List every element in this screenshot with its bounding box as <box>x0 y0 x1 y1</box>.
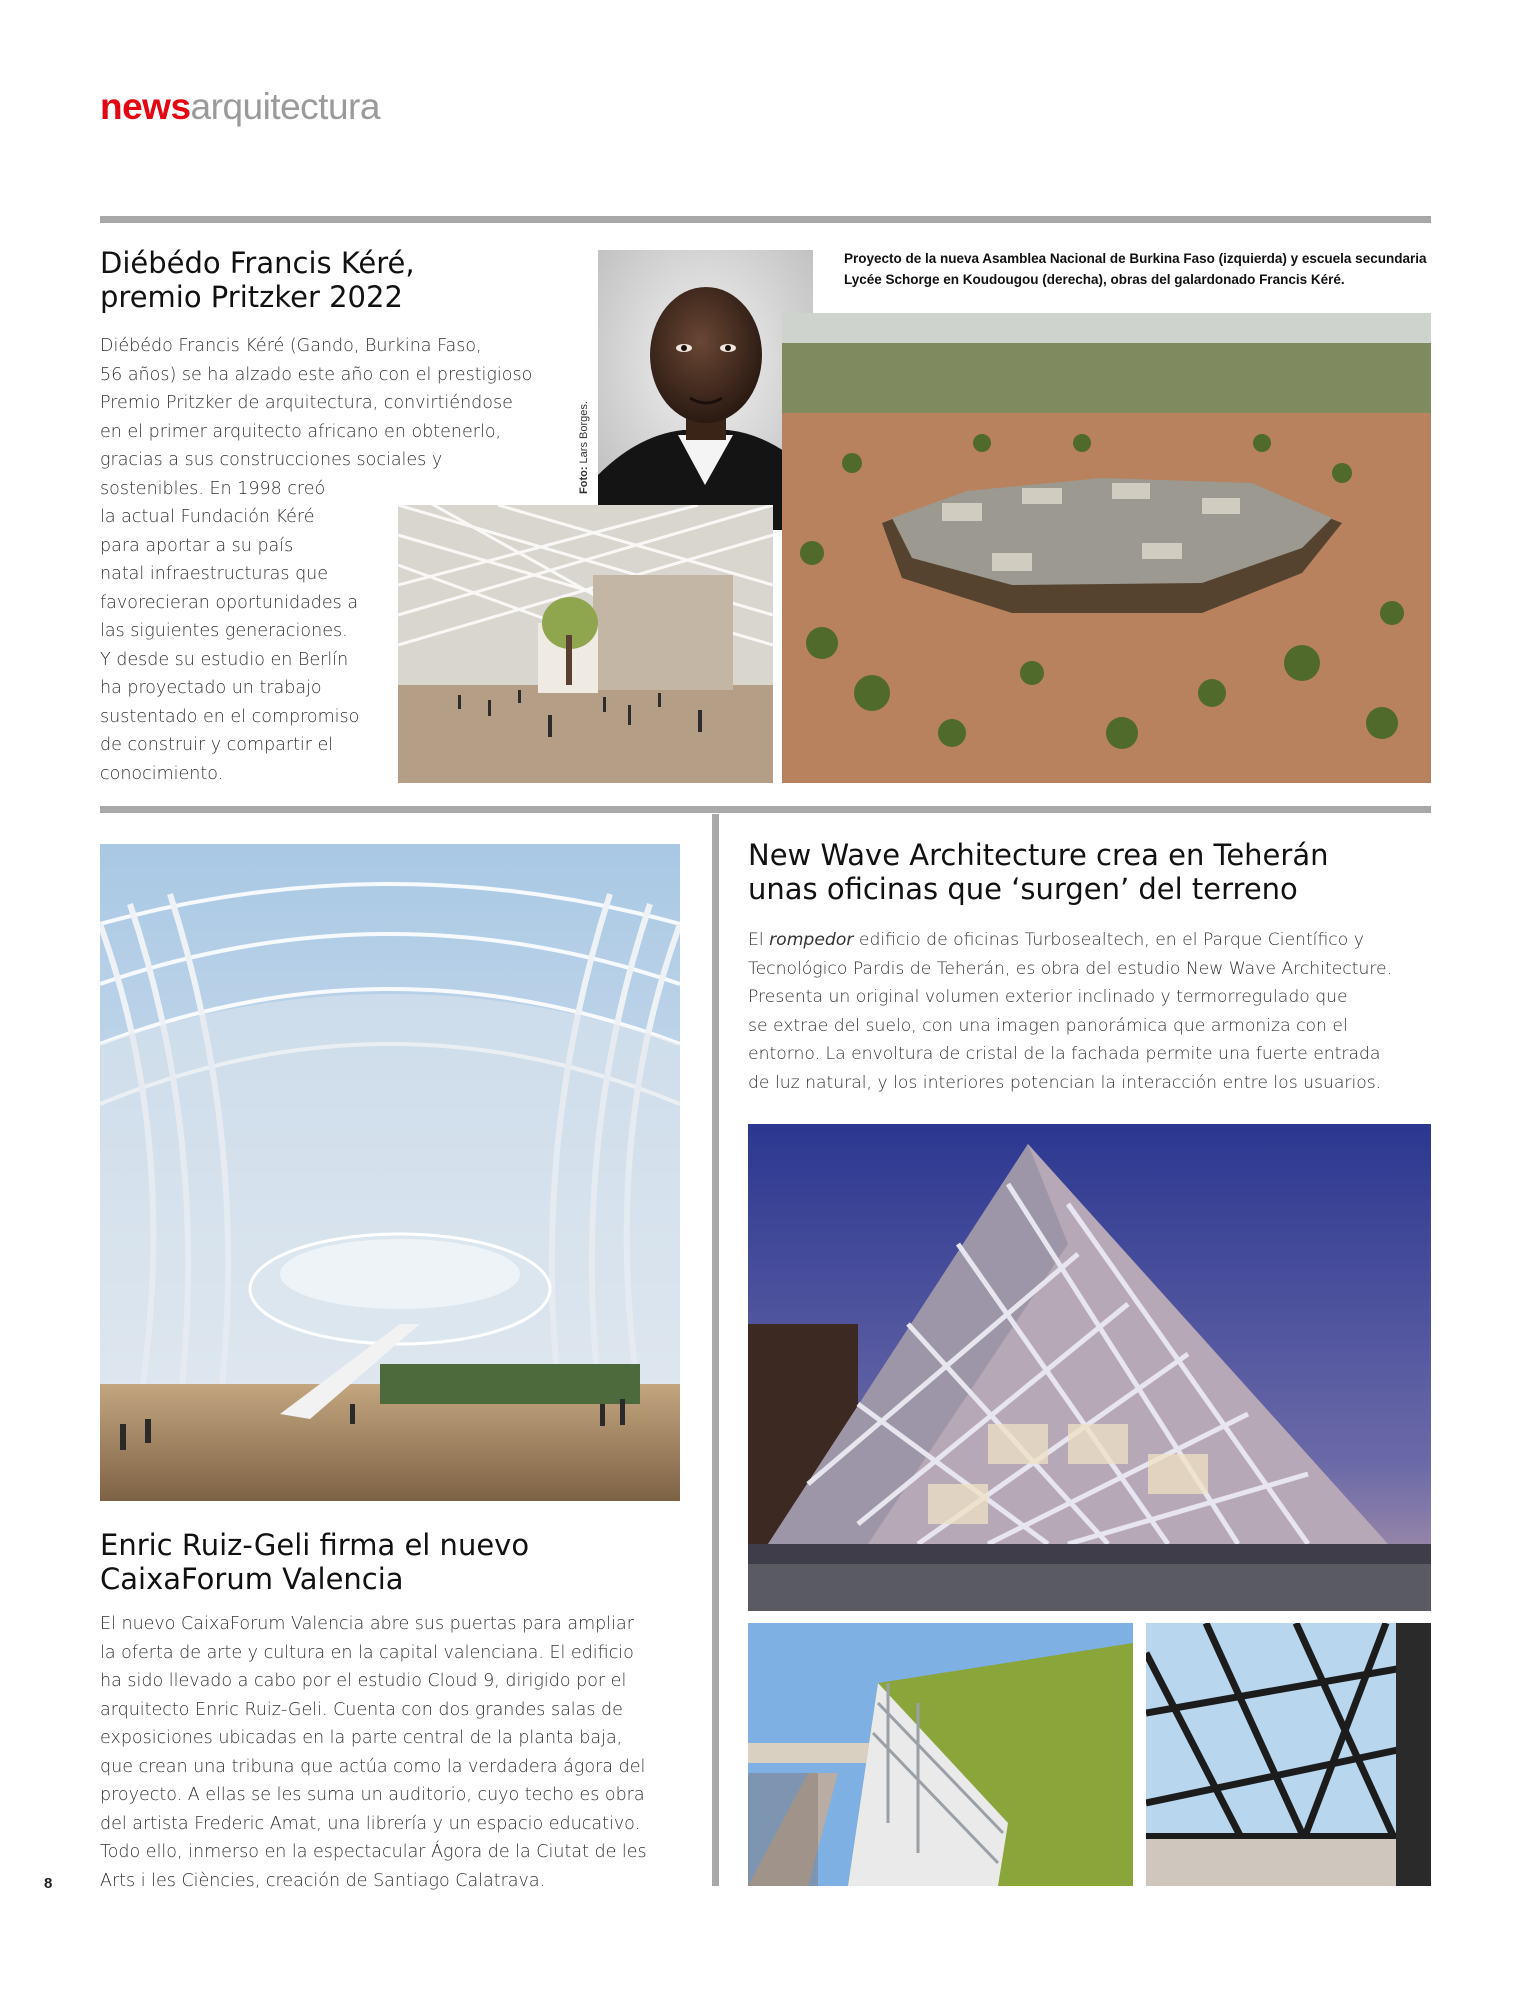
nwa-emphasis: rompedor <box>769 930 854 950</box>
photo-credit <box>578 401 590 494</box>
top-rule <box>100 216 1431 223</box>
caixa-title-line1: Enric Ruiz-Geli firma el nuevo <box>100 1528 530 1562</box>
nwa-line: edificio de oficinas Turbosealtech, en el Parque Científico y <box>853 930 1364 950</box>
kere-line: sostenibles. En 1998 creó <box>100 478 326 499</box>
caixa-line: Arts i les Ciències, creación de Santiago Calatrava. <box>100 1870 546 1891</box>
nwa-line-start: El <box>748 930 770 950</box>
caption-line2: Lycée Schorge en Koudougou (derecha), obras del galardonado Francis Kéré. <box>844 272 1345 287</box>
kere-title-line1: Diébédo Francis Kéré, <box>100 246 415 280</box>
nwa-line: entorno. La envoltura de cristal de la fachada permite una fuerte entrada <box>748 1044 1381 1064</box>
nwa-title-line2: unas oficinas que ‘surgen’ del terreno <box>748 872 1298 906</box>
nwa-body <box>748 926 1448 1097</box>
caixa-line: Todo ello, inmerso en la espectacular Ágora de la Ciutat de les <box>100 1842 647 1862</box>
caixa-title <box>100 1528 680 1596</box>
kere-line: 56 años) se ha alzado este año con el prestigioso <box>100 364 533 385</box>
caixa-line: El nuevo CaixaForum Valencia abre sus puertas para ampliar <box>100 1614 634 1634</box>
kere-line: conocimiento. <box>100 763 224 784</box>
kere-line: Y desde su estudio en Berlín <box>100 649 349 670</box>
caixa-line: exposiciones ubicadas en la parte central de la planta baja, <box>100 1728 623 1748</box>
nwa-line: de luz natural, y los interiores potencian la interacción entre los usuarios. <box>748 1072 1382 1093</box>
brand-rest: arquitectura <box>190 86 380 127</box>
middle-rule <box>100 806 1431 813</box>
kere-line: ha proyectado un trabajo <box>100 678 322 698</box>
tehran-green-roof-photo <box>748 1623 1133 1886</box>
assembly-interior-photo <box>398 505 773 783</box>
caixa-line: arquitecto Enric Ruiz-Geli. Cuenta con dos grandes salas de <box>100 1699 623 1720</box>
tehran-interior-photo <box>1146 1623 1431 1886</box>
kere-title-line2: premio Pritzker 2022 <box>100 280 403 314</box>
photo-credit-name: Lars Borges. <box>578 401 590 464</box>
kere-line: natal infraestructuras que <box>100 564 329 584</box>
kere-line: sustentado en el compromiso <box>100 706 360 727</box>
kere-line: las siguientes generaciones. <box>100 621 348 641</box>
portrait-photo <box>598 250 813 530</box>
kere-line: Diébédo Francis Kéré (Gando, Burkina Faso, <box>100 336 482 356</box>
kere-line: gracias a sus construcciones sociales y <box>100 450 443 470</box>
caixa-line: del artista Frederic Amat, una librería y un espacio educativo. <box>100 1813 641 1834</box>
caixa-line: que crean una tribuna que actúa como la verdadera ágora del <box>100 1756 646 1777</box>
caixaforum-photo <box>100 844 680 1501</box>
kere-line: Premio Pritzker de arquitectura, convirtiéndose <box>100 393 513 413</box>
page-number: 8 <box>44 1875 53 1892</box>
nwa-line: se extrae del suelo, con una imagen panorámica que armoniza con el <box>748 1015 1348 1036</box>
photo-credit-label: Foto: <box>578 466 590 494</box>
kere-line: la actual Fundación Kéré <box>100 507 315 527</box>
nwa-title-line1: New Wave Architecture crea en Teherán <box>748 838 1329 872</box>
tehran-building-photo <box>748 1124 1431 1611</box>
nwa-title <box>748 838 1438 906</box>
caixa-body <box>100 1610 700 1895</box>
kere-line: de construir y compartir el <box>100 735 334 755</box>
brand-accent: news <box>100 86 191 127</box>
caixa-title-line2: CaixaForum Valencia <box>100 1562 404 1596</box>
kere-title <box>100 246 570 314</box>
section-brand <box>100 86 380 128</box>
caixa-line: proyecto. A ellas se les suma un auditorio, cuyo techo es obra <box>100 1785 645 1805</box>
caption-line1: Proyecto de la nueva Asamblea Nacional de Burkina Faso (izquierda) y escuela secundaria <box>844 251 1427 266</box>
caixa-line: ha sido llevado a cabo por el estudio Cloud 9, dirigido por el <box>100 1671 627 1691</box>
caixa-line: la oferta de arte y cultura en la capital valenciana. El edificio <box>100 1642 634 1663</box>
nwa-line: Tecnológico Pardis de Teherán, es obra del estudio New Wave Architecture. <box>748 958 1393 979</box>
nwa-line: Presenta un original volumen exterior inclinado y termorregulado que <box>748 987 1348 1007</box>
school-aerial-photo <box>782 313 1431 783</box>
column-divider <box>712 814 719 1886</box>
kere-caption <box>844 248 1444 290</box>
kere-line: favorecieran oportunidades a <box>100 592 359 613</box>
kere-line: en el primer arquitecto africano en obtenerlo, <box>100 421 502 442</box>
kere-line: para aportar a su país <box>100 535 294 556</box>
